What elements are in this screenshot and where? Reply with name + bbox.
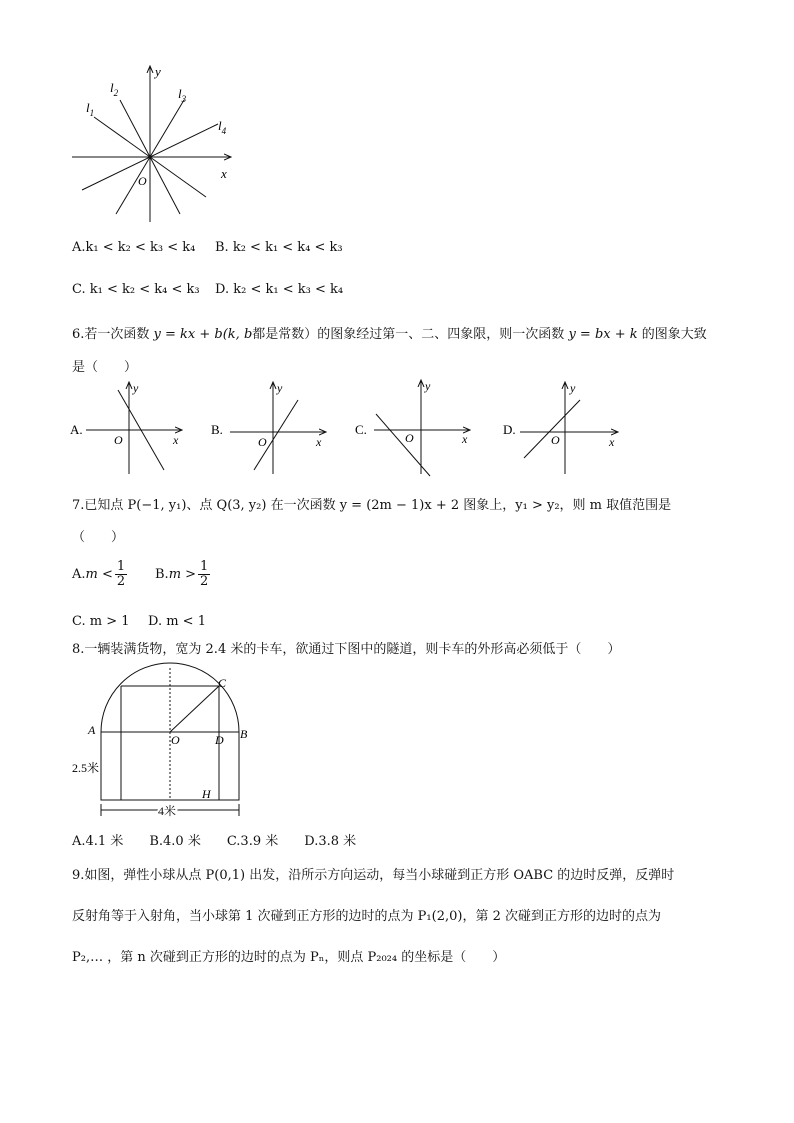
q6-line2: 是（ ） [72, 360, 138, 375]
q9-line3: P₂,… ，第 n 次碰到正方形的边时的点为 Pₙ，则点 P₂₀₂₄ 的坐标是（ ） [72, 950, 506, 965]
q7-option-a[interactable]: A.m < $\frac{1}{2}$ [72, 559, 126, 589]
q5-option-c[interactable]: C. k₁ < k₂ < k₄ < k₃ [72, 282, 200, 297]
q9-line1: 9.如图，弹性小球从点 P(0,1) 出发，沿所示方向运动，每当小球碰到正方形 OABC 的边时反弹，反弹时 [72, 868, 675, 883]
q7-option-d[interactable]: D. m < 1 [148, 614, 206, 629]
y-label: y [155, 64, 161, 79]
q6-graph-a[interactable] [70, 381, 182, 474]
label-d: D [215, 733, 224, 747]
q7-option-c[interactable]: C. m > 1 [72, 614, 130, 629]
svg-text:O: O [405, 431, 414, 445]
svg-text:x: x [316, 435, 322, 449]
tunnel-figure [70, 660, 260, 825]
label-bottom: 4米 [158, 804, 177, 818]
q6-label-b: B. [211, 422, 223, 437]
label-b: B [240, 727, 248, 741]
svg-text:x: x [462, 432, 468, 446]
svg-text:y: y [570, 381, 576, 395]
svg-text:x: x [173, 433, 179, 447]
q6-graph-c[interactable] [355, 379, 470, 476]
svg-text:O: O [114, 433, 123, 447]
svg-text:y: y [133, 381, 139, 395]
q9-line2: 反射角等于入射角，当小球第 1 次碰到正方形的边时的点为 P₁(2,0)，第 2 次碰到正方形的边时的点为 [72, 909, 661, 924]
q5-option-d[interactable]: D. k₂ < k₁ < k₃ < k₄ [215, 282, 344, 297]
q7-option-b[interactable]: B.m > $\frac{1}{2}$ [155, 559, 209, 589]
q6-options-figure [68, 378, 628, 478]
svg-text:y: y [277, 381, 283, 395]
origin-label: O [138, 174, 147, 188]
svg-text:O: O [551, 433, 560, 447]
q8-options[interactable]: A.4.1 米 B.4.0 米 C.3.9 米 D.3.8 米 [72, 834, 357, 849]
label-a: A [88, 723, 96, 737]
q7-line2: （ ） [72, 530, 125, 545]
svg-text:y: y [425, 379, 431, 393]
svg-text:O: O [258, 435, 267, 449]
q6-line1: 6.若一次函数 y = kx + b(k, b都是常数）的图象经过第一、二、四象限，则一次函数 y = bx + k 的图象大致 [72, 327, 707, 342]
q8-text: 8.一辆装满货物，宽为 2.4 米的卡车，欲通过下图中的隧道，则卡车的外形高必须低于（ ） [72, 642, 621, 657]
lines-figure [68, 62, 243, 227]
x-label: x [221, 166, 227, 181]
label-o: O [171, 733, 180, 747]
l4-label: $l_4$ [218, 118, 227, 136]
q6-label-c: C. [355, 422, 367, 437]
q6-graph-d[interactable] [503, 381, 618, 474]
label-h: H [202, 787, 211, 801]
q5-option-b[interactable]: B. k₂ < k₁ < k₄ < k₃ [215, 240, 343, 255]
label-c: C [218, 676, 227, 690]
q6-label-d: D. [503, 422, 516, 437]
label-side: 2.5米 [72, 761, 100, 775]
q6-label-a: A. [70, 422, 83, 437]
svg-text:x: x [609, 435, 615, 449]
l1-label: $l_1$ [86, 100, 95, 118]
l3-label: $l_3$ [178, 86, 187, 104]
l2-label: $l_2$ [110, 80, 119, 98]
q5-option-a[interactable]: A.k₁ < k₂ < k₃ < k₄ [72, 240, 196, 255]
q6-graph-b[interactable] [211, 381, 326, 474]
q7-line1: 7.已知点 P(−1, y₁)、点 Q(3, y₂) 在一次函数 y = (2m − 1)x + 2 图象上，y₁ > y₂，则 m 取值范围是 [72, 498, 672, 513]
